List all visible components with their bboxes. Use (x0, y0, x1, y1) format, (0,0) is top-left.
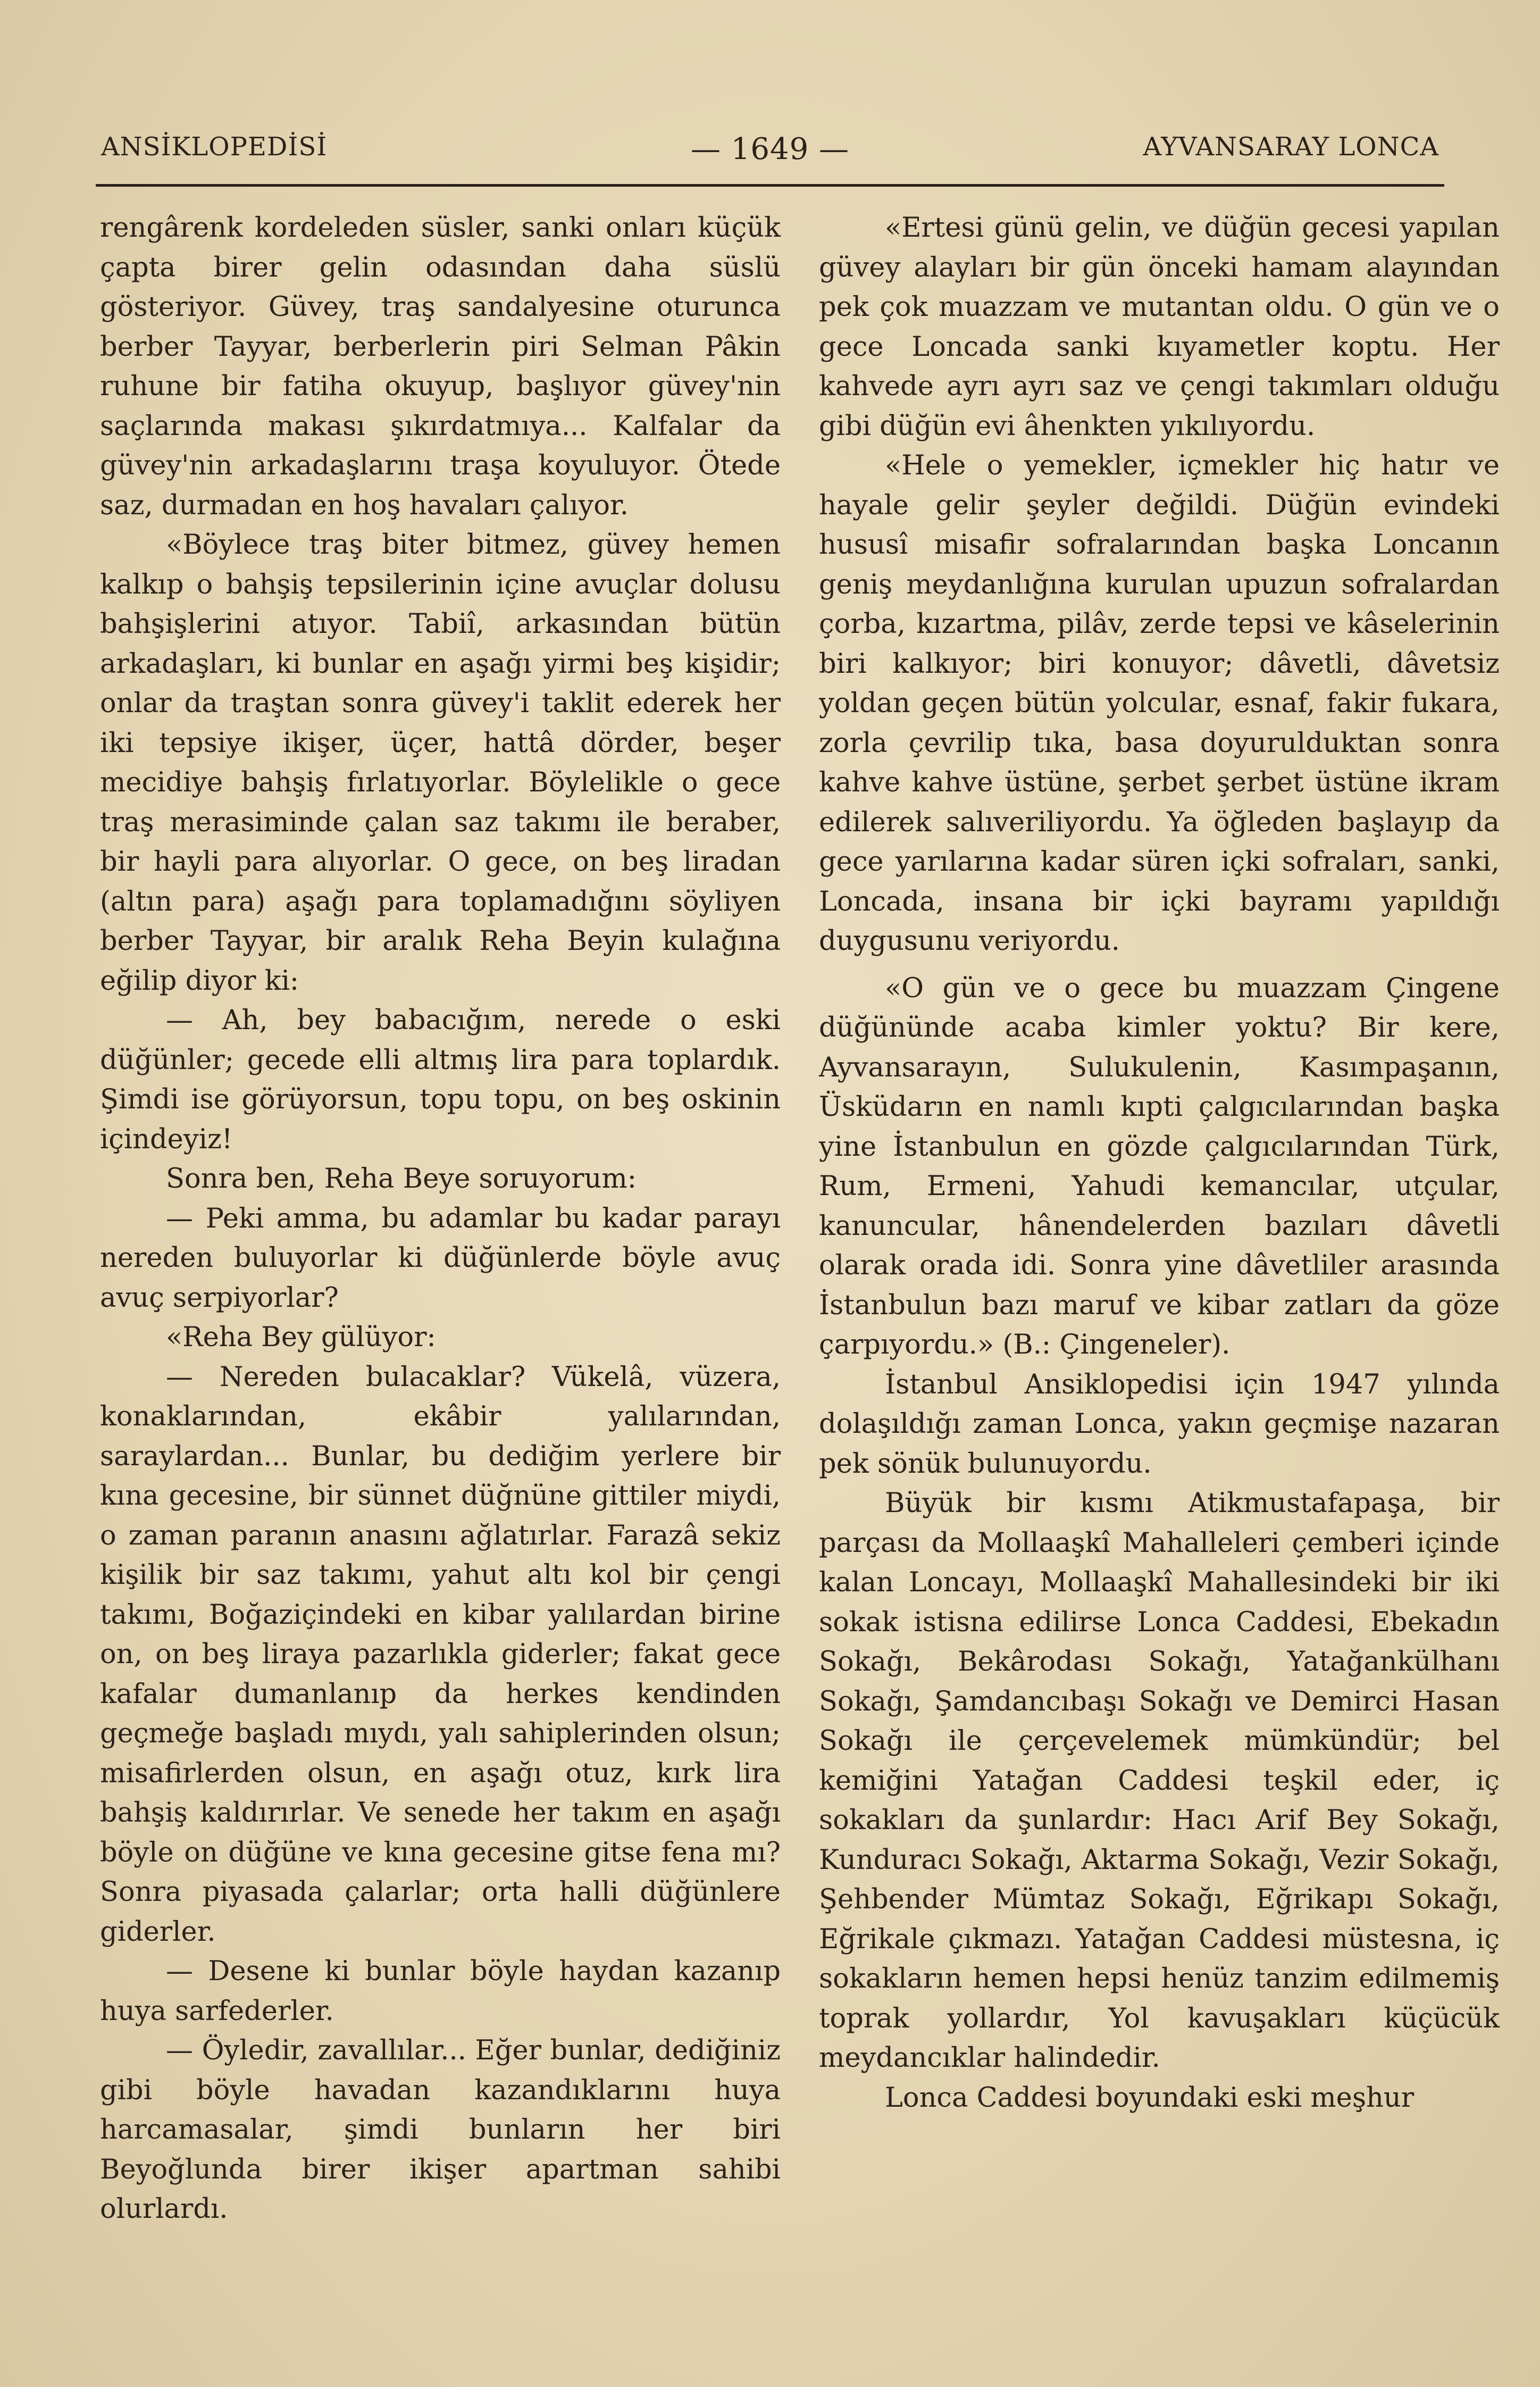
paragraph: «O gün ve o gece bu muazzam Çingene düğününde acaba kimler yoktu? Bir kere, Ayvansarayın, Sulukulenin, Kasımpaşanın, Üsküdarın en namlı kıpti çalgıcılarından başka yine İstanbulun en gözde çalgıcılarından Türk, Rum, Ermeni, Yahudi kemancılar, utçular, kanuncular, hânendelerden bazıları dâvetli olarak orada idi. Sonra yine dâvetliler arasında İstanbulun bazı maruf ve kibar zatları da göze çarpıyordu.» (B.: Çingeneler). (819, 972, 1500, 1361)
paragraph: «Hele o yemekler, içmekler hiç hatır ve hayale gelir şeyler değildi. Düğün evindeki hususî misafir sofralarından başka Loncanın geniş meydanlığına kurulan upuzun sofralardan çorba, kızartma, pilâv, zerde tepsi ve kâselerinin biri kalkıyor; biri konuyor; dâvetli, dâvetsiz yoldan geçen bütün yolcular, esnaf, fakir fukara, zorla çevrilip tıka, basa doyurulduktan sonra kahve kahve üstüne, şerbet şerbet üstüne ikram edilerek salıveriliyordu. Ya öğleden başlayıp da gece yarılarına kadar süren içki sofraları, sanki, Loncada, insana bir içki bayramı yapıldığı duygusunu veriyordu. (819, 450, 1500, 957)
paragraph: — Nereden bulacaklar? Vükelâ, vüzera, konaklarından, ekâbir yalılarından, saraylardan... Bunlar, bu dediğim yerlere bir kına gecesine, bir sünnet düğnüne gittiler miydi, o zaman paranın anasını ağlatırlar. Farazâ sekiz kişilik bir saz takımı, yahut altı kol bir çengi takımı, Boğaziçindeki en kibar yalılardan birine on, on beş liraya pazarlıkla giderler; fakat gece kafalar dumanlanıp da herkes kendinden geçmeğe başladı mıydı, yalı sahiplerinden olsun; misafirlerden olsun, en aşağı otuz, kırk lira bahşiş kaldırırlar. Ve senede her takım en aşağı böyle on düğüne ve kına gecesine gitse fena mı? Sonra piyasada çalarlar; orta halli düğünlere giderler. (100, 1361, 781, 1948)
paragraph: İstanbul Ansiklopedisi için 1947 yılında dolaşıldığı zaman Lonca, yakın geçmişe nazaran pek sönük bulunuyordu. (819, 1368, 1500, 1480)
header-right: AYVANSARAY LONCA (1143, 132, 1439, 162)
paragraph: Sonra ben, Reha Beye soruyorum: (166, 1163, 637, 1195)
left-column (100, 208, 781, 2230)
paragraph: — Öyledir, zavallılar... Eğer bunlar, dediğiniz gibi böyle havadan kazandıklarını huya harcamasalar, şimdi bunların her biri Beyoğlunda birer ikişer apartman sahibi olurlardı. (100, 2035, 781, 2225)
paragraph: «Ertesi günü gelin, ve düğün gecesi yapılan güvey alayları bir gün önceki hamam alayından pek çok muazzam ve mutantan oldu. O gün ve o gece Loncada sanki kıyametler koptu. Her kahvede ayrı ayrı saz ve çengi takımları olduğu gibi düğün evi âhenkten yıkılıyordu. (819, 212, 1500, 442)
paragraph: «Böylece traş biter bitmez, güvey hemen kalkıp o bahşiş tepsilerinin içine avuçlar dolusu bahşişlerini atıyor. Tabiî, arkasından bütün arkadaşları, ki bunlar en aşağı yirmi beş kişidir; onlar da traştan sonra güvey'i taklit ederek her iki tepsiye ikişer, üçer, hattâ dörder, beşer mecidiye bahşiş fırlatıyorlar. Böylelikle o gece traş merasiminde çalan saz takımı ile beraber, bir hayli para alıyorlar. O gece, on beş liradan (altın para) aşağı para toplamadığını söyliyen berber Tayyar, bir aralık Reha Beyin kulağına eğilip diyor ki: (100, 529, 781, 997)
right-column (819, 208, 1500, 2118)
paragraph: — Ah, bey babacığım, nerede o eski düğünler; gecede elli altmış lira para toplardık. Şimdi ise görüyorsun, topu topu, on beş oskinin içindeyiz! (100, 1005, 781, 1155)
paragraph: «Reha Bey gülüyor: (166, 1322, 436, 1353)
paragraph: Lonca Caddesi boyundaki eski meşhur (885, 2082, 1415, 2114)
page-header (96, 132, 1444, 169)
header-rule (96, 184, 1444, 187)
page-number: — 1649 — (690, 132, 850, 166)
paragraph: Büyük bir kısmı Atikmustafapaşa, bir parçası da Mollaaşkî Mahalleleri çemberi içinde kalan Loncayı, Mollaaşkî Mahallesindeki bir iki sokak istisna edilirse Lonca Caddesi, Ebekadın Sokağı, Bekârodası Sokağı, Yatağankülhanı Sokağı, Şamdancıbaşı Sokağı ve Demirci Hasan Sokağı ile çerçevelemek mümkündür; bel kemiğini Yatağan Caddesi teşkil eder, iç sokakları da şunlardır: Hacı Arif Bey Sokağı, Kunduracı Sokağı, Aktarma Sokağı, Vezir Sokağı, Şehbender Mümtaz Sokağı, Eğrikapı Sokağı, Eğrikale çıkmazı. Yatağan Caddesi müstesna, iç sokakların hemen hepsi henüz tanzim edilmemiş toprak yollardır, Yol kavuşakları küçücük meydancıklar halindedir. (819, 1488, 1500, 2074)
paragraph: — Peki amma, bu adamlar bu kadar parayı nereden buluyorlar ki düğünlerde böyle avuç avuç serpiyorlar? (100, 1203, 781, 1314)
paragraph: — Desene ki bunlar böyle haydan kazanıp huya sarfederler. (100, 1956, 781, 2027)
header-left: ANSİKLOPEDİSİ (101, 132, 328, 162)
paragraph: rengârenk kordeleden süsler, sanki onları küçük çapta birer gelin odasından daha süslü gösteriyor. Güvey, traş sandalyesine oturunca berber Tayyar, berberlerin piri Selman Pâkin ruhune bir fatiha okuyup, başlıyor güvey'nin saçlarında makası şıkırdatmıya... Kalfalar da güvey'nin arkadaşlarını traşa koyuluyor. Ötede saz, durmadan en hoş havaları çalıyor. (100, 212, 781, 521)
